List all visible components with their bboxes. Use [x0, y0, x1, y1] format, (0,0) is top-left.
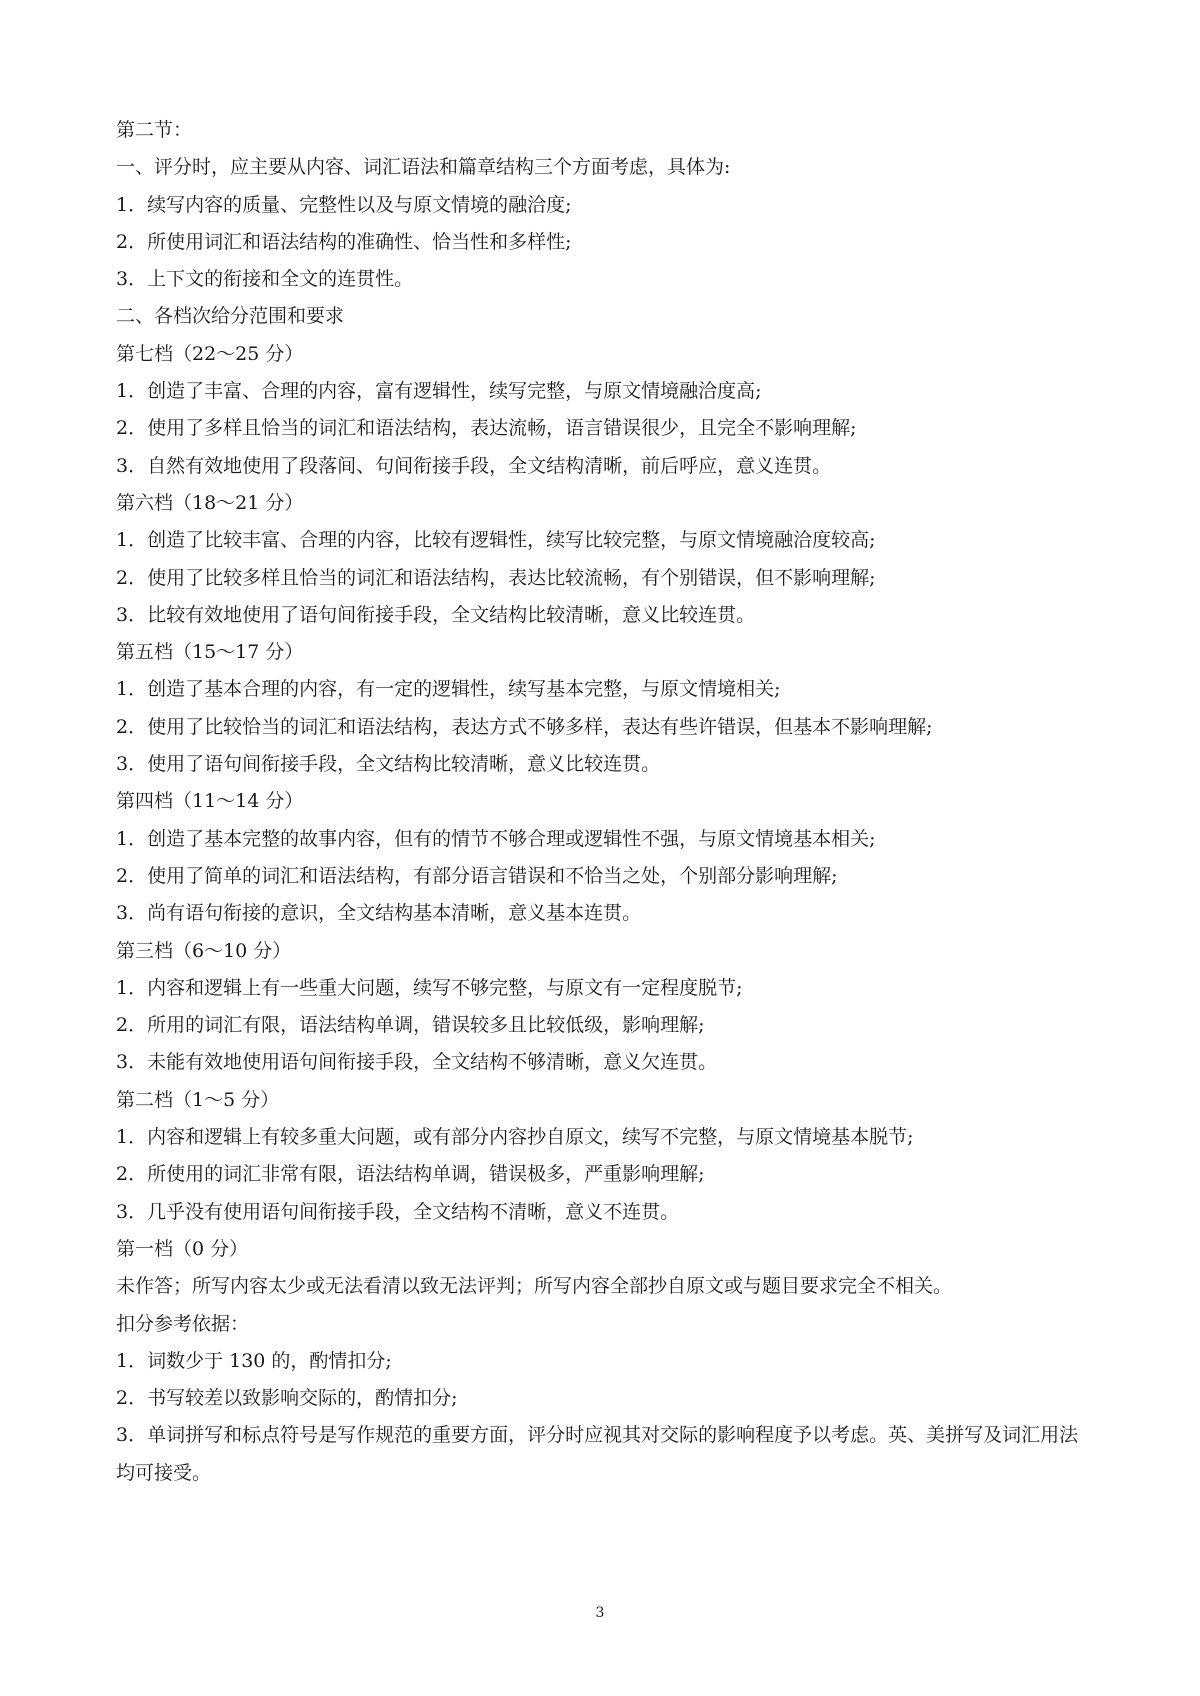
deduction-item: 1．词数少于 130 的，酌情扣分;	[116, 1349, 392, 1372]
grade-criterion: 1．创造了丰富、合理的内容，富有逻辑性，续写完整，与原文情境融洽度高;	[116, 380, 762, 403]
grade-criterion: 1．内容和逻辑上有较多重大问题，或有部分内容抄自原文，续写不完整，与原文情境基本脱节;	[116, 1126, 914, 1149]
part2-heading: 二、各档次给分范围和要求	[116, 305, 345, 328]
grade-criterion: 2．使用了简单的词汇和语法结构，有部分语言错误和不恰当之处，个别部分影响理解;	[116, 864, 838, 887]
grade-title: 第七档（22～25 分）	[116, 342, 304, 365]
grade-criterion: 3．几乎没有使用语句间衔接手段，全文结构不清晰，意义不连贯。	[116, 1200, 680, 1223]
grade-criterion: 2．使用了比较多样且恰当的词汇和语法结构，表达比较流畅，有个别错误，但不影响理解;	[116, 566, 876, 589]
grade-criterion: 1．内容和逻辑上有一些重大问题，续写不够完整，与原文有一定程度脱节;	[116, 976, 743, 999]
grade-title: 第四档（11～14 分）	[116, 790, 304, 813]
page-number: 3	[595, 1605, 605, 1621]
section-title: 第二节：	[116, 119, 193, 141]
part1-heading: 一、评分时，应主要从内容、词汇语法和篇章结构三个方面考虑，具体为:	[116, 156, 731, 179]
grade-title: 第六档（18～21 分）	[116, 491, 304, 514]
grade-title: 第五档（15～17 分）	[116, 641, 304, 664]
grade-criterion: 3．使用了语句间衔接手段，全文结构比较清晰，意义比较连贯。	[116, 753, 661, 776]
grade-criterion: 1．创造了比较丰富、合理的内容，比较有逻辑性，续写比较完整，与原文情境融洽度较高;	[116, 529, 876, 552]
grade-title: 第二档（1～5 分）	[116, 1088, 280, 1111]
grade-criterion: 1．创造了基本完整的故事内容，但有的情节不够合理或逻辑性不强，与原文情境基本相关;	[116, 827, 876, 850]
grade-criterion: 2．所使用的词汇非常有限，语法结构单调，错误极多，严重影响理解;	[116, 1163, 705, 1186]
grade-criterion: 3．自然有效地使用了段落间、句间衔接手段，全文结构清晰，前后呼应，意义连贯。	[116, 454, 832, 477]
grade-criterion: 3．比较有效地使用了语句间衔接手段，全文结构比较清晰，意义比较连贯。	[116, 603, 756, 626]
grade-criterion: 2．使用了比较恰当的词汇和语法结构，表达方式不够多样，表达有些许错误，但基本不影响理解;	[116, 715, 933, 738]
grade-criterion: 2．使用了多样且恰当的词汇和语法结构，表达流畅，语言错误很少，且完全不影响理解;	[116, 417, 857, 440]
deduction-item: 3．单词拼写和标点符号是写作规范的重要方面，评分时应视其对交际的影响程度予以考虑。英、美拼写及词汇用法均可接受。	[116, 1424, 1079, 1484]
part1-item: 3．上下文的衔接和全文的连贯性。	[116, 268, 414, 291]
grade-title: 第三档（6～10 分）	[116, 939, 292, 962]
document-body	[116, 112, 1096, 1492]
deductions-title: 扣分参考依据：	[116, 1312, 250, 1335]
grade-criterion: 3．未能有效地使用语句间衔接手段，全文结构不够清晰，意义欠连贯。	[116, 1051, 718, 1074]
part1-item: 2．所使用词汇和语法结构的准确性、恰当性和多样性;	[116, 230, 572, 253]
grade-criterion: 未作答；所写内容太少或无法看清以致无法评判；所写内容全部抄自原文或与题目要求完全不相关。	[116, 1275, 953, 1298]
grade-criterion: 2．所用的词汇有限，语法结构单调，错误较多且比较低级，影响理解;	[116, 1014, 705, 1037]
grade-criterion: 1．创造了基本合理的内容，有一定的逻辑性，续写基本完整，与原文情境相关;	[116, 678, 781, 701]
grade-criterion: 3．尚有语句衔接的意识，全文结构基本清晰，意义基本连贯。	[116, 902, 642, 925]
grade-title: 第一档（0 分）	[116, 1237, 249, 1260]
deduction-item: 2．书写较差以致影响交际的，酌情扣分;	[116, 1387, 458, 1410]
part1-item: 1．续写内容的质量、完整性以及与原文情境的融洽度;	[116, 193, 572, 216]
